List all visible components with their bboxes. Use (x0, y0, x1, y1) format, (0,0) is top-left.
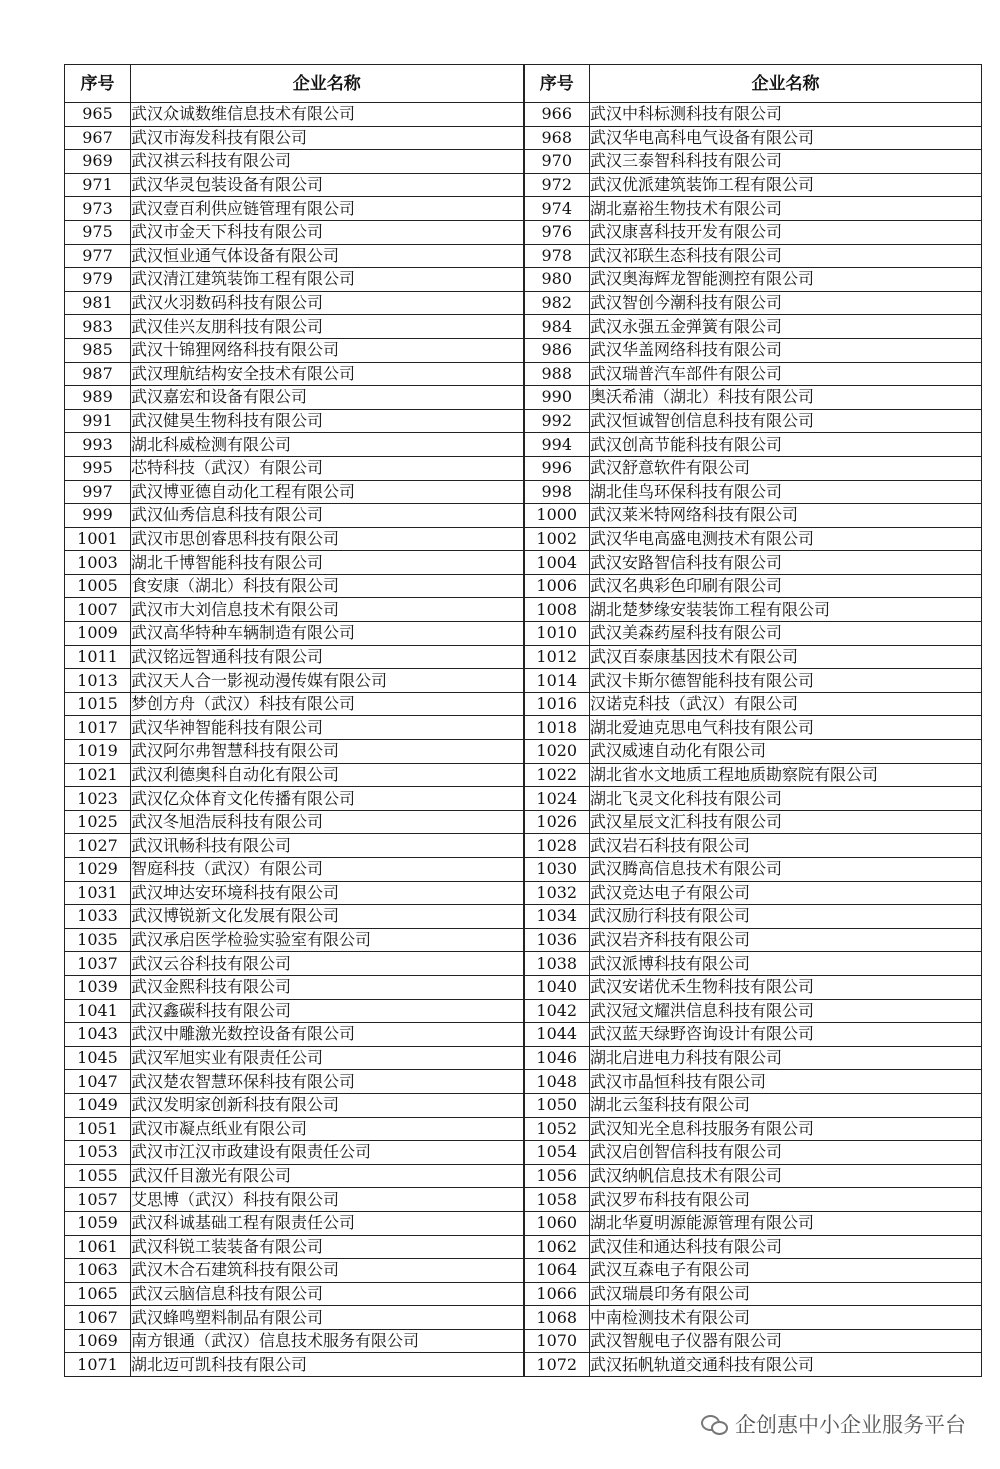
company-name-left: 武汉亿众体育文化传播有限公司 (131, 787, 524, 811)
seq-cell-right: 1044 (524, 1023, 590, 1047)
wechat-icon (701, 1413, 729, 1435)
seq-cell-left: 1065 (65, 1282, 131, 1306)
company-name-left: 武汉云脑信息科技有限公司 (131, 1282, 524, 1306)
seq-cell-right: 1014 (524, 669, 590, 693)
seq-cell-left: 985 (65, 338, 131, 362)
company-name-left: 武汉军旭实业有限责任公司 (131, 1046, 524, 1070)
seq-cell-left: 1051 (65, 1117, 131, 1141)
table-row (65, 433, 982, 457)
company-name-left: 武汉华神智能科技有限公司 (131, 716, 524, 740)
table-row (65, 1235, 982, 1259)
company-name-left: 武汉木合石建筑科技有限公司 (131, 1259, 524, 1283)
header-company-right: 企业名称 (590, 65, 982, 103)
company-name-right: 武汉卡斯尔德智能科技有限公司 (590, 669, 982, 693)
seq-cell-right: 1062 (524, 1235, 590, 1259)
table-row (65, 763, 982, 787)
company-name-left: 武汉科诚基础工程有限责任公司 (131, 1211, 524, 1235)
seq-cell-left: 1031 (65, 881, 131, 905)
company-name-right: 武汉蓝天绿野咨询设计有限公司 (590, 1023, 982, 1047)
table-row (65, 952, 982, 976)
seq-cell-right: 986 (524, 338, 590, 362)
seq-cell-left: 1029 (65, 858, 131, 882)
company-name-left: 武汉壹百利供应链管理有限公司 (131, 197, 524, 221)
table-row (65, 999, 982, 1023)
table-row (65, 315, 982, 339)
company-name-left: 武汉众诚数维信息技术有限公司 (131, 103, 524, 127)
table-row (65, 103, 982, 127)
table-row (65, 527, 982, 551)
table-row (65, 881, 982, 905)
company-name-left: 武汉讯畅科技有限公司 (131, 834, 524, 858)
seq-cell-right: 1054 (524, 1141, 590, 1165)
table-row (65, 810, 982, 834)
table-row (65, 1164, 982, 1188)
seq-cell-right: 1030 (524, 858, 590, 882)
seq-cell-left: 1045 (65, 1046, 131, 1070)
company-name-right: 武汉罗布科技有限公司 (590, 1188, 982, 1212)
seq-cell-left: 993 (65, 433, 131, 457)
company-name-right: 武汉创高节能科技有限公司 (590, 433, 982, 457)
company-name-right: 武汉互森电子有限公司 (590, 1259, 982, 1283)
table-row (65, 338, 982, 362)
seq-cell-right: 1060 (524, 1211, 590, 1235)
company-name-left: 武汉市凝点纸业有限公司 (131, 1117, 524, 1141)
seq-cell-right: 1016 (524, 692, 590, 716)
table-row (65, 1046, 982, 1070)
seq-cell-left: 1021 (65, 763, 131, 787)
seq-cell-left: 1015 (65, 692, 131, 716)
company-name-right: 武汉安路智信科技有限公司 (590, 551, 982, 575)
seq-cell-left: 1069 (65, 1329, 131, 1353)
company-name-right: 湖北云玺科技有限公司 (590, 1093, 982, 1117)
table-row (65, 692, 982, 716)
table-row (65, 1259, 982, 1283)
seq-cell-left: 1059 (65, 1211, 131, 1235)
company-name-right: 湖北嘉裕生物技术有限公司 (590, 197, 982, 221)
company-name-left: 艾思博（武汉）科技有限公司 (131, 1188, 524, 1212)
header-seq-left: 序号 (65, 65, 131, 103)
table-row (65, 244, 982, 268)
seq-cell-right: 1050 (524, 1093, 590, 1117)
table-row (65, 858, 982, 882)
table-row (65, 905, 982, 929)
seq-cell-right: 1058 (524, 1188, 590, 1212)
company-name-right: 武汉启创智信科技有限公司 (590, 1141, 982, 1165)
seq-cell-right: 1004 (524, 551, 590, 575)
company-name-left: 武汉科锐工装装备有限公司 (131, 1235, 524, 1259)
seq-cell-right: 1000 (524, 504, 590, 528)
seq-cell-right: 990 (524, 386, 590, 410)
seq-cell-left: 1067 (65, 1306, 131, 1330)
seq-cell-left: 1011 (65, 645, 131, 669)
company-name-right: 武汉华电高盛电测技术有限公司 (590, 527, 982, 551)
seq-cell-right: 966 (524, 103, 590, 127)
table-row (65, 622, 982, 646)
seq-cell-left: 1049 (65, 1093, 131, 1117)
seq-cell-right: 1022 (524, 763, 590, 787)
seq-cell-right: 972 (524, 173, 590, 197)
watermark-text: 企创惠中小企业服务平台 (735, 1413, 966, 1437)
seq-cell-right: 1002 (524, 527, 590, 551)
company-name-left: 武汉市大刘信息技术有限公司 (131, 598, 524, 622)
seq-cell-left: 983 (65, 315, 131, 339)
seq-cell-right: 1028 (524, 834, 590, 858)
table-row (65, 551, 982, 575)
company-name-left: 武汉中雕激光数控设备有限公司 (131, 1023, 524, 1047)
seq-cell-left: 1025 (65, 810, 131, 834)
seq-cell-left: 1035 (65, 928, 131, 952)
table-row (65, 504, 982, 528)
seq-cell-left: 1053 (65, 1141, 131, 1165)
seq-cell-right: 1040 (524, 975, 590, 999)
company-name-left: 武汉华灵包装设备有限公司 (131, 173, 524, 197)
company-name-left: 武汉市江汉市政建设有限责任公司 (131, 1141, 524, 1165)
company-name-left: 武汉恒业通气体设备有限公司 (131, 244, 524, 268)
table-row (65, 150, 982, 174)
seq-cell-left: 1037 (65, 952, 131, 976)
seq-cell-right: 982 (524, 291, 590, 315)
company-name-left: 食安康（湖北）科技有限公司 (131, 574, 524, 598)
seq-cell-left: 977 (65, 244, 131, 268)
company-name-right: 武汉岩石科技有限公司 (590, 834, 982, 858)
table-row (65, 975, 982, 999)
seq-cell-left: 1009 (65, 622, 131, 646)
seq-cell-left: 1027 (65, 834, 131, 858)
table-row (65, 1117, 982, 1141)
seq-cell-left: 981 (65, 291, 131, 315)
seq-cell-right: 994 (524, 433, 590, 457)
company-name-right: 武汉励行科技有限公司 (590, 905, 982, 929)
company-name-left: 武汉坤达安环境科技有限公司 (131, 881, 524, 905)
company-name-right: 武汉莱米特网络科技有限公司 (590, 504, 982, 528)
company-name-right: 武汉派博科技有限公司 (590, 952, 982, 976)
company-name-right: 中南检测技术有限公司 (590, 1306, 982, 1330)
company-name-left: 武汉天人合一影视动漫传媒有限公司 (131, 669, 524, 693)
company-name-left: 湖北迈可凯科技有限公司 (131, 1353, 524, 1377)
table-row (65, 362, 982, 386)
seq-cell-left: 1057 (65, 1188, 131, 1212)
seq-cell-right: 1020 (524, 740, 590, 764)
seq-cell-right: 1048 (524, 1070, 590, 1094)
company-name-left: 武汉佳兴友朋科技有限公司 (131, 315, 524, 339)
table-row (65, 834, 982, 858)
seq-cell-right: 988 (524, 362, 590, 386)
table-row (65, 740, 982, 764)
company-list-table (64, 64, 982, 1377)
company-name-left: 武汉仟目激光有限公司 (131, 1164, 524, 1188)
seq-cell-right: 984 (524, 315, 590, 339)
company-name-left: 武汉嘉宏和设备有限公司 (131, 386, 524, 410)
company-name-right: 湖北启进电力科技有限公司 (590, 1046, 982, 1070)
company-name-right: 武汉恒诚智创信息科技有限公司 (590, 409, 982, 433)
seq-cell-left: 991 (65, 409, 131, 433)
company-name-right: 武汉美森药屋科技有限公司 (590, 622, 982, 646)
seq-cell-right: 1034 (524, 905, 590, 929)
company-name-right: 奥沃希浦（湖北）科技有限公司 (590, 386, 982, 410)
seq-cell-right: 1072 (524, 1353, 590, 1377)
company-name-left: 南方银通（武汉）信息技术服务有限公司 (131, 1329, 524, 1353)
header-company-left: 企业名称 (131, 65, 524, 103)
table-row (65, 197, 982, 221)
company-name-right: 湖北省水文地质工程地质勘察院有限公司 (590, 763, 982, 787)
table-row (65, 1188, 982, 1212)
company-name-left: 武汉博亚德自动化工程有限公司 (131, 480, 524, 504)
table-row (65, 220, 982, 244)
seq-cell-right: 992 (524, 409, 590, 433)
seq-cell-left: 973 (65, 197, 131, 221)
seq-cell-right: 976 (524, 220, 590, 244)
seq-cell-left: 969 (65, 150, 131, 174)
company-name-right: 汉诺克科技（武汉）有限公司 (590, 692, 982, 716)
company-name-right: 武汉安诺优禾生物科技有限公司 (590, 975, 982, 999)
seq-cell-right: 1018 (524, 716, 590, 740)
table-row (65, 291, 982, 315)
seq-cell-left: 1071 (65, 1353, 131, 1377)
company-name-left: 武汉仙秀信息科技有限公司 (131, 504, 524, 528)
seq-cell-right: 1006 (524, 574, 590, 598)
company-name-left: 武汉健昊生物科技有限公司 (131, 409, 524, 433)
company-name-right: 武汉名典彩色印刷有限公司 (590, 574, 982, 598)
seq-cell-left: 1063 (65, 1259, 131, 1283)
company-name-right: 武汉百泰康基因技术有限公司 (590, 645, 982, 669)
seq-cell-right: 970 (524, 150, 590, 174)
seq-cell-right: 1008 (524, 598, 590, 622)
seq-cell-right: 1010 (524, 622, 590, 646)
table-row (65, 1141, 982, 1165)
company-name-left: 武汉十锦狸网络科技有限公司 (131, 338, 524, 362)
seq-cell-left: 1033 (65, 905, 131, 929)
seq-cell-right: 1070 (524, 1329, 590, 1353)
watermark (701, 1409, 966, 1439)
seq-cell-left: 1019 (65, 740, 131, 764)
company-name-left: 武汉清江建筑装饰工程有限公司 (131, 268, 524, 292)
company-name-left: 武汉蜂鸣塑料制品有限公司 (131, 1306, 524, 1330)
seq-cell-left: 1039 (65, 975, 131, 999)
company-name-left: 武汉铭远智通科技有限公司 (131, 645, 524, 669)
company-name-left: 武汉理航结构安全技术有限公司 (131, 362, 524, 386)
seq-cell-right: 1056 (524, 1164, 590, 1188)
seq-cell-right: 1068 (524, 1306, 590, 1330)
seq-cell-left: 999 (65, 504, 131, 528)
company-name-right: 武汉祁联生态科技有限公司 (590, 244, 982, 268)
seq-cell-left: 967 (65, 126, 131, 150)
company-name-right: 武汉瑞普汽车部件有限公司 (590, 362, 982, 386)
company-name-right: 武汉三泰智科科技有限公司 (590, 150, 982, 174)
seq-cell-left: 997 (65, 480, 131, 504)
company-name-right: 武汉舒意软件有限公司 (590, 456, 982, 480)
table-row (65, 173, 982, 197)
company-name-right: 武汉瑞晨印务有限公司 (590, 1282, 982, 1306)
seq-cell-right: 1046 (524, 1046, 590, 1070)
table-row (65, 1306, 982, 1330)
table-row (65, 480, 982, 504)
table-row (65, 598, 982, 622)
table-row (65, 574, 982, 598)
company-name-left: 湖北科威检测有限公司 (131, 433, 524, 457)
seq-cell-right: 996 (524, 456, 590, 480)
header-seq-right: 序号 (524, 65, 590, 103)
table-row (65, 1093, 982, 1117)
company-name-right: 武汉佳和通达科技有限公司 (590, 1235, 982, 1259)
seq-cell-right: 1042 (524, 999, 590, 1023)
company-name-right: 武汉威速自动化有限公司 (590, 740, 982, 764)
seq-cell-right: 1064 (524, 1259, 590, 1283)
seq-cell-right: 1032 (524, 881, 590, 905)
seq-cell-left: 995 (65, 456, 131, 480)
company-name-right: 武汉智舰电子仪器有限公司 (590, 1329, 982, 1353)
seq-cell-left: 1003 (65, 551, 131, 575)
seq-cell-left: 1023 (65, 787, 131, 811)
table-row (65, 645, 982, 669)
company-name-right: 武汉腾高信息技术有限公司 (590, 858, 982, 882)
company-name-left: 武汉鑫碳科技有限公司 (131, 999, 524, 1023)
seq-cell-left: 971 (65, 173, 131, 197)
seq-cell-right: 968 (524, 126, 590, 150)
table-row (65, 268, 982, 292)
seq-cell-left: 1001 (65, 527, 131, 551)
company-name-left: 湖北千博智能科技有限公司 (131, 551, 524, 575)
company-name-left: 智庭科技（武汉）有限公司 (131, 858, 524, 882)
company-name-right: 湖北佳鸟环保科技有限公司 (590, 480, 982, 504)
seq-cell-right: 1012 (524, 645, 590, 669)
table-row (65, 1282, 982, 1306)
company-name-right: 武汉星辰文汇科技有限公司 (590, 810, 982, 834)
company-name-left: 武汉高华特种车辆制造有限公司 (131, 622, 524, 646)
table-row (65, 456, 982, 480)
company-name-left: 武汉金熙科技有限公司 (131, 975, 524, 999)
company-name-right: 武汉市晶恒科技有限公司 (590, 1070, 982, 1094)
seq-cell-right: 998 (524, 480, 590, 504)
seq-cell-right: 980 (524, 268, 590, 292)
company-name-left: 武汉云谷科技有限公司 (131, 952, 524, 976)
company-name-right: 武汉奥海辉龙智能测控有限公司 (590, 268, 982, 292)
seq-cell-left: 1007 (65, 598, 131, 622)
seq-cell-right: 1026 (524, 810, 590, 834)
company-name-left: 武汉承启医学检验实验室有限公司 (131, 928, 524, 952)
company-name-right: 武汉岩齐科技有限公司 (590, 928, 982, 952)
company-name-right: 武汉华电高科电气设备有限公司 (590, 126, 982, 150)
seq-cell-left: 989 (65, 386, 131, 410)
seq-cell-right: 974 (524, 197, 590, 221)
company-name-left: 武汉利德奥科自动化有限公司 (131, 763, 524, 787)
table-row (65, 1353, 982, 1377)
seq-cell-right: 1038 (524, 952, 590, 976)
seq-cell-right: 1036 (524, 928, 590, 952)
company-name-left: 武汉市金天下科技有限公司 (131, 220, 524, 244)
company-name-right: 武汉优派建筑装饰工程有限公司 (590, 173, 982, 197)
table-row (65, 126, 982, 150)
company-name-left: 武汉市思创睿思科技有限公司 (131, 527, 524, 551)
company-name-right: 湖北爱迪克思电气科技有限公司 (590, 716, 982, 740)
seq-cell-left: 1017 (65, 716, 131, 740)
table-row (65, 1023, 982, 1047)
company-name-left: 武汉祺云科技有限公司 (131, 150, 524, 174)
company-name-right: 武汉智创今潮科技有限公司 (590, 291, 982, 315)
company-name-right: 湖北楚梦缘安装装饰工程有限公司 (590, 598, 982, 622)
seq-cell-left: 1041 (65, 999, 131, 1023)
company-name-right: 武汉冠文耀洪信息科技有限公司 (590, 999, 982, 1023)
company-name-left: 梦创方舟（武汉）科技有限公司 (131, 692, 524, 716)
seq-cell-left: 1043 (65, 1023, 131, 1047)
company-name-right: 武汉中科标测科技有限公司 (590, 103, 982, 127)
table-row (65, 1070, 982, 1094)
seq-cell-left: 987 (65, 362, 131, 386)
seq-cell-left: 1047 (65, 1070, 131, 1094)
seq-cell-left: 979 (65, 268, 131, 292)
company-name-left: 武汉市海发科技有限公司 (131, 126, 524, 150)
seq-cell-right: 1024 (524, 787, 590, 811)
table-row (65, 716, 982, 740)
company-name-left: 武汉冬旭浩辰科技有限公司 (131, 810, 524, 834)
seq-cell-left: 1061 (65, 1235, 131, 1259)
company-name-right: 武汉纳帆信息技术有限公司 (590, 1164, 982, 1188)
company-name-left: 武汉阿尔弗智慧科技有限公司 (131, 740, 524, 764)
seq-cell-left: 1013 (65, 669, 131, 693)
seq-cell-left: 1005 (65, 574, 131, 598)
company-name-right: 武汉竞达电子有限公司 (590, 881, 982, 905)
company-name-left: 武汉楚农智慧环保科技有限公司 (131, 1070, 524, 1094)
header-row (65, 65, 982, 103)
seq-cell-right: 1066 (524, 1282, 590, 1306)
company-name-right: 武汉华盖网络科技有限公司 (590, 338, 982, 362)
company-name-right: 湖北飞灵文化科技有限公司 (590, 787, 982, 811)
table-row (65, 928, 982, 952)
table-row (65, 1329, 982, 1353)
seq-cell-left: 965 (65, 103, 131, 127)
company-name-right: 武汉拓帆轨道交通科技有限公司 (590, 1353, 982, 1377)
seq-cell-left: 1055 (65, 1164, 131, 1188)
company-name-right: 武汉知光全息科技服务有限公司 (590, 1117, 982, 1141)
seq-cell-left: 975 (65, 220, 131, 244)
table-row (65, 1211, 982, 1235)
company-name-left: 武汉博锐新文化发展有限公司 (131, 905, 524, 929)
seq-cell-right: 1052 (524, 1117, 590, 1141)
company-name-left: 武汉火羽数码科技有限公司 (131, 291, 524, 315)
table-row (65, 669, 982, 693)
company-name-right: 武汉永强五金弹簧有限公司 (590, 315, 982, 339)
table-row (65, 787, 982, 811)
company-name-left: 武汉发明家创新科技有限公司 (131, 1093, 524, 1117)
company-name-right: 湖北华夏明源能源管理有限公司 (590, 1211, 982, 1235)
table-row (65, 409, 982, 433)
table-row (65, 386, 982, 410)
seq-cell-right: 978 (524, 244, 590, 268)
company-name-right: 武汉康喜科技开发有限公司 (590, 220, 982, 244)
company-name-left: 芯特科技（武汉）有限公司 (131, 456, 524, 480)
